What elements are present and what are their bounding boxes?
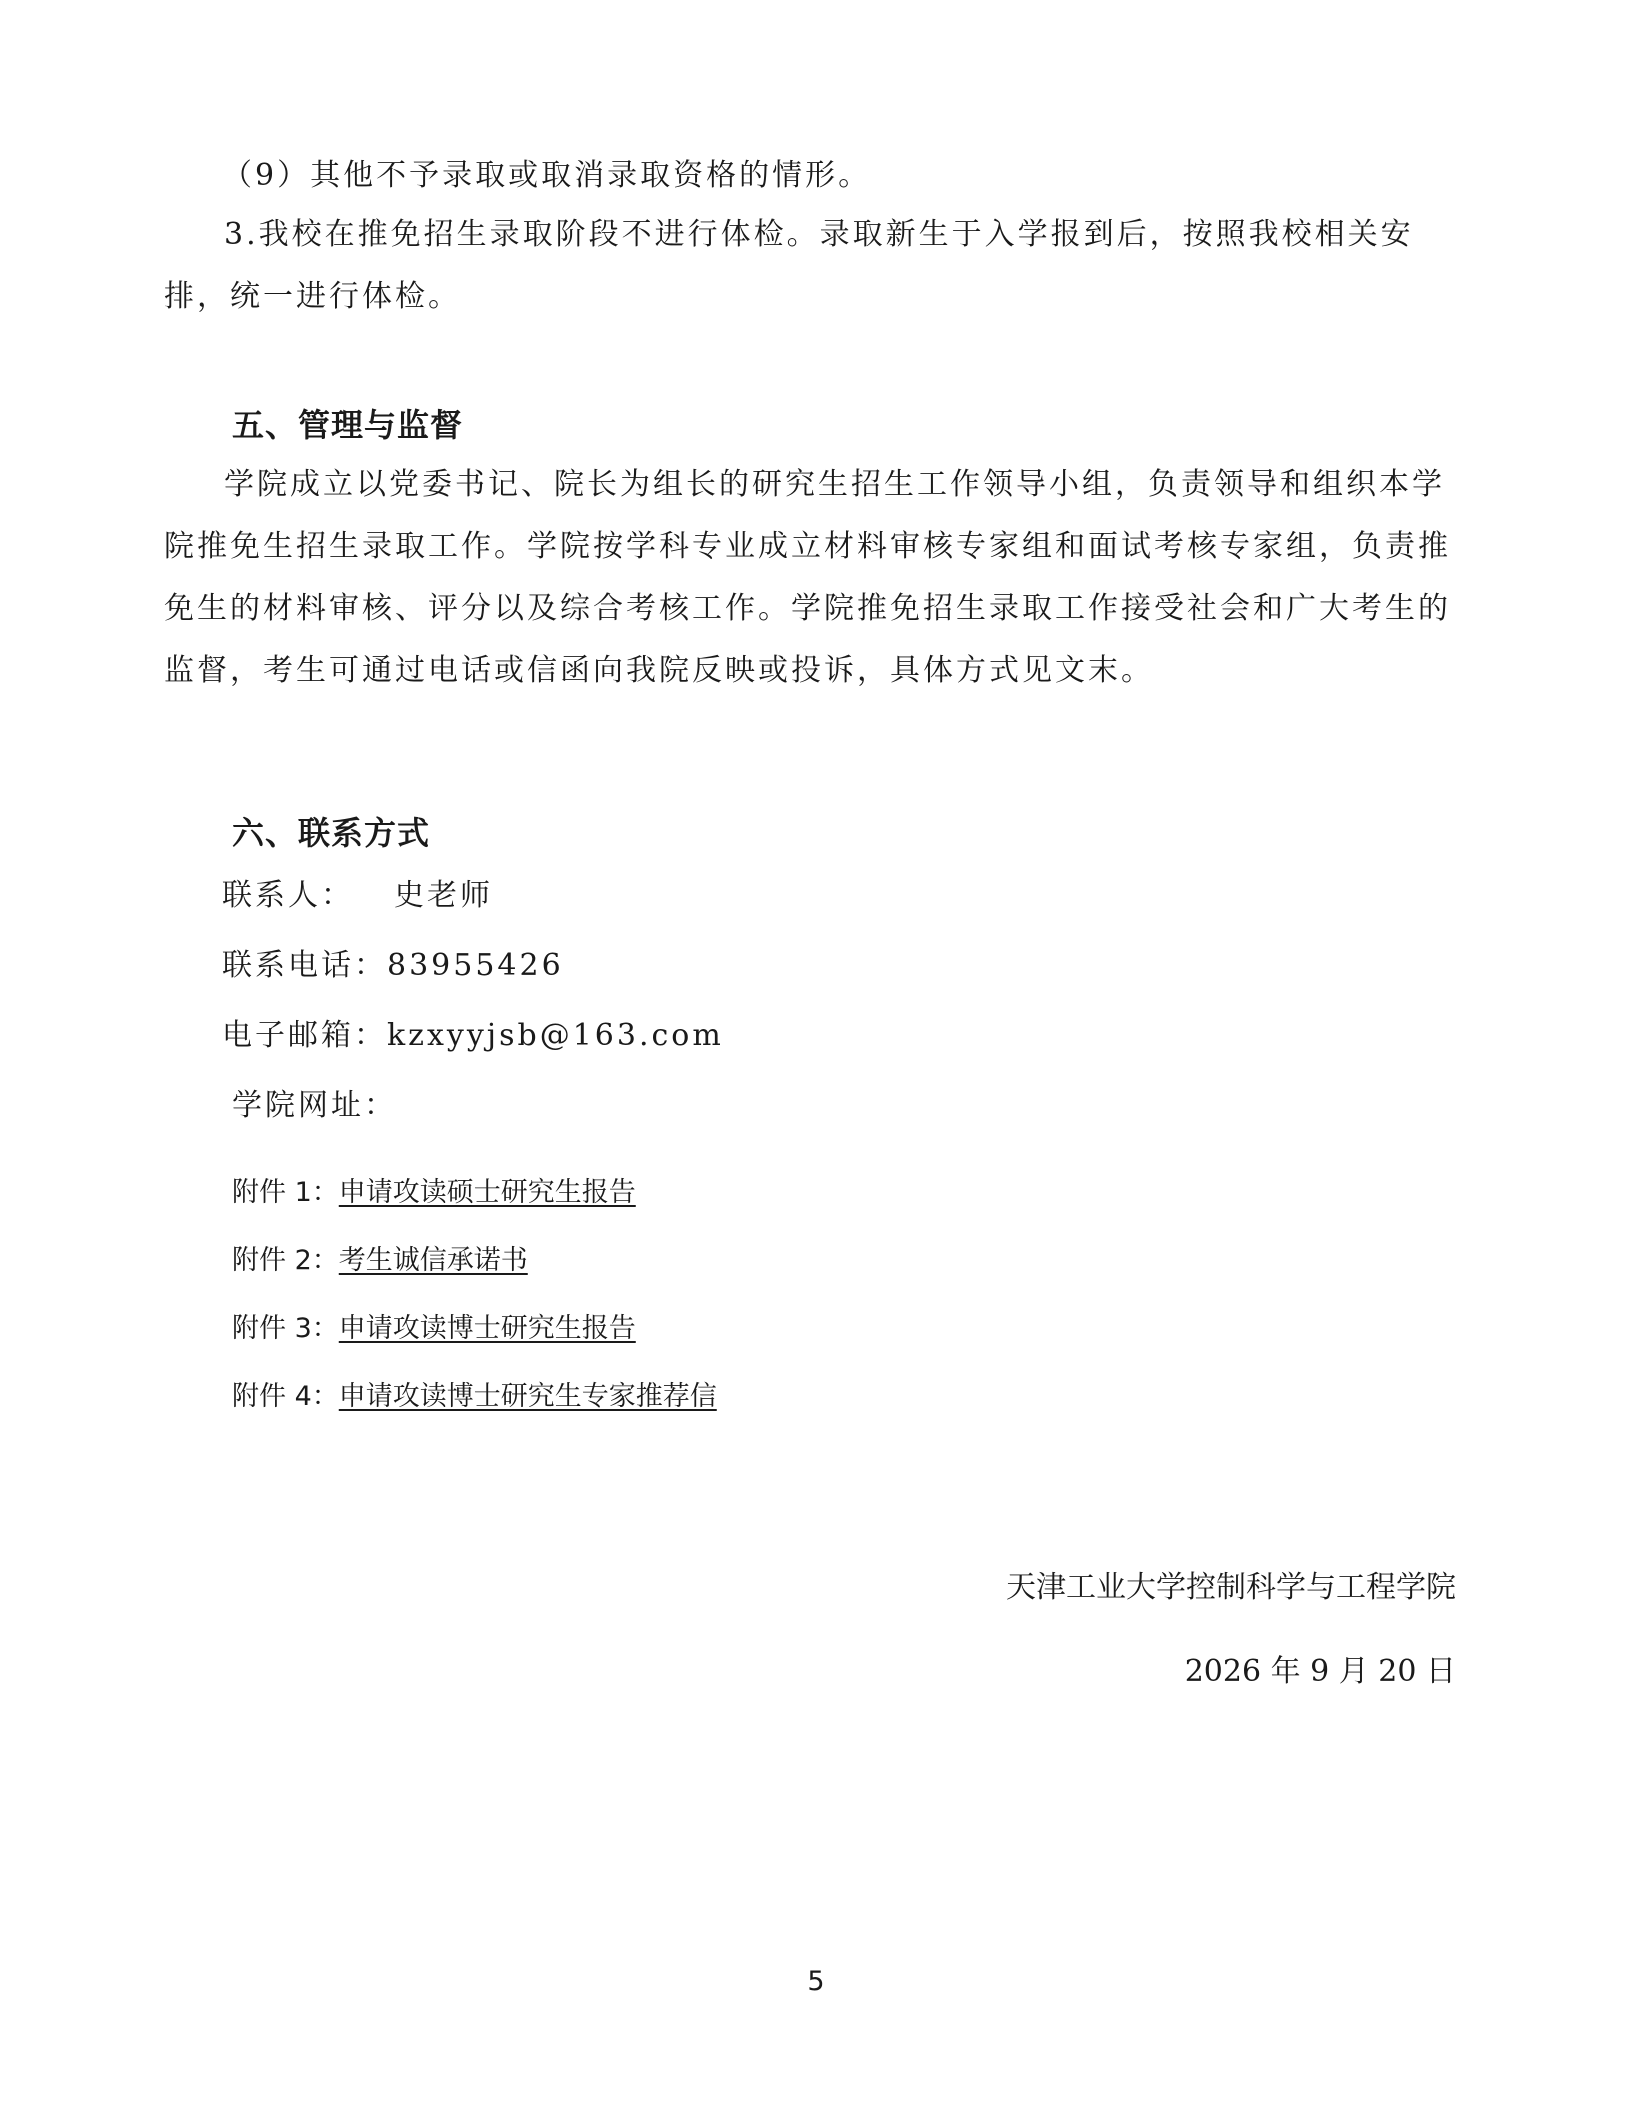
signature-organization: 天津工业大学控制科学与工程学院 — [1006, 1570, 1456, 1605]
attachment-3-link[interactable]: 申请攻读博士研究生报告 — [338, 1313, 636, 1344]
attachment-1-link[interactable]: 申请攻读硕士研究生报告 — [338, 1177, 636, 1208]
phone-label: 联系电话： — [222, 948, 387, 983]
phone-row — [222, 940, 564, 984]
attachment-2 — [232, 1238, 528, 1277]
contact-person-label: 联系人： — [222, 878, 354, 913]
section-5-heading: 五、管理与监督 — [232, 406, 464, 444]
attachment-4-link[interactable]: 申请攻读博士研究生专家推荐信 — [338, 1381, 717, 1412]
section-5-body: 学院成立以党委书记、院长为组长的研究生招生工作领导小组，负责领导和组织本学院推免生招生录取工作。学院按学科专业成立材料审核专家组和面试考核专家组，负责推免生的材料审核、评分以及综合考核工作。学院推免招生录取工作接受社会和广大考生的监督，考生可通过电话或信函向我院反映或投诉，具体方式见文末。 — [164, 467, 1451, 688]
website-label: 学院网址： — [232, 1088, 397, 1123]
email-row — [222, 1010, 724, 1054]
page-number: 5 — [807, 1966, 825, 1997]
item-3-paragraph: 3.我校在推免招生录取阶段不进行体检。录取新生于入学报到后，按照我校相关安排，统一进行体检。 — [164, 217, 1414, 314]
attachment-3-label: 附件 3： — [232, 1313, 339, 1344]
email-label: 电子邮箱： — [222, 1018, 387, 1053]
item-9-text: （9）其他不予录取或取消录取资格的情形。 — [222, 158, 872, 193]
email-value: kzxyyjsb@163.com — [387, 1018, 724, 1053]
website-row — [232, 1080, 397, 1124]
attachment-3 — [232, 1306, 636, 1345]
contact-person-value: 史老师 — [394, 878, 493, 913]
attachment-1-label: 附件 1： — [232, 1177, 339, 1208]
signature-date: 2026 年 9 月 20 日 — [1184, 1654, 1456, 1689]
attachment-4-label: 附件 4： — [232, 1381, 339, 1412]
attachment-1 — [232, 1170, 636, 1209]
attachment-2-link[interactable]: 考生诚信承诺书 — [338, 1245, 528, 1276]
section-6-heading: 六、联系方式 — [232, 814, 431, 852]
phone-value: 83955426 — [387, 948, 564, 983]
attachment-2-label: 附件 2： — [232, 1245, 339, 1276]
attachment-4 — [232, 1374, 717, 1413]
contact-person-row — [222, 870, 493, 914]
